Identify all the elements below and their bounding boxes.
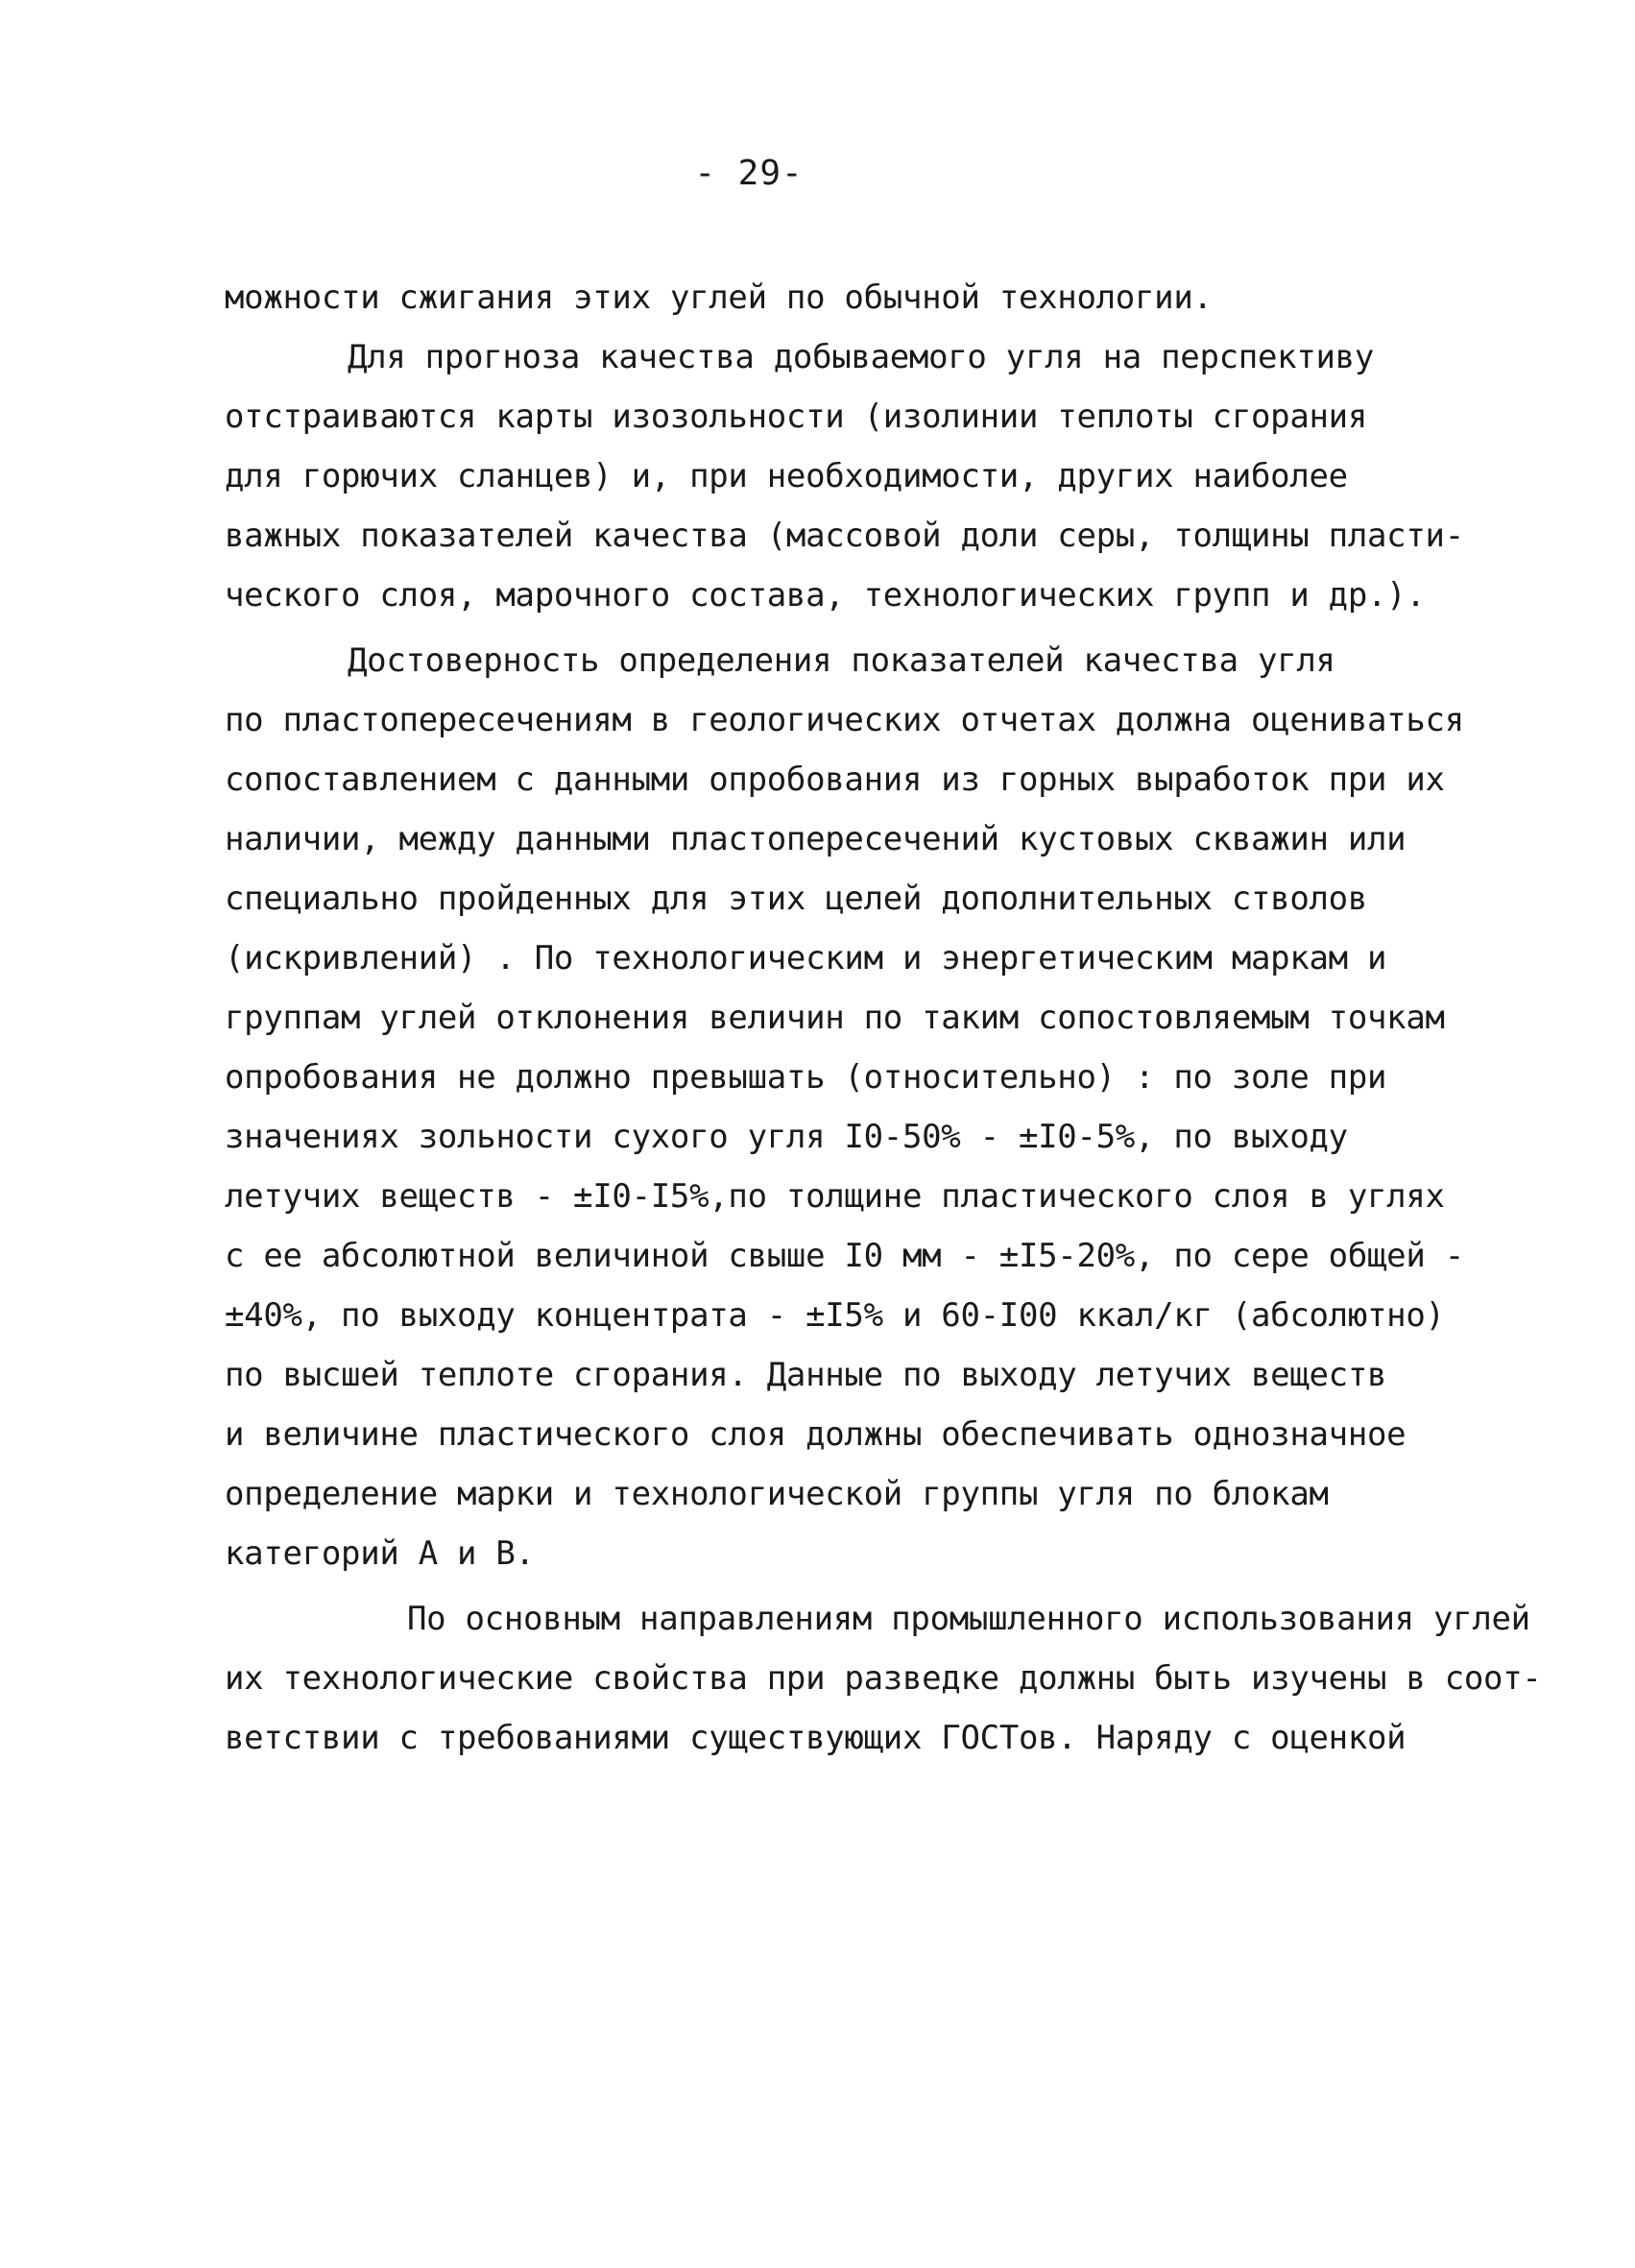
text-line: опробования не должно превышать (относительно) : по золе при [225, 1058, 1387, 1097]
text-line: значениях зольности сухого угля I0-50% - ±I0-5%, по выходу [225, 1118, 1348, 1156]
text-line: для горючих сланцев) и, при необходимости, других наиболее [225, 457, 1348, 495]
text-line: ветствии с требованиями существующих ГОСТов. Наряду с оценкой [225, 1719, 1407, 1757]
text-line: отстраиваются карты изозольности (изолинии теплоты сгорания [225, 398, 1368, 436]
text-line: группам углей отклонения величин по таким сопостовляемым точкам [225, 999, 1445, 1037]
text-line: определение марки и технологической группы угля по блокам [225, 1475, 1329, 1513]
text-line: важных показателей качества (массовой доли серы, толщины пласти- [225, 517, 1464, 555]
page-number: - 29- [694, 154, 804, 193]
text-line: ческого слоя, марочного состава, технологических групп и др.). [225, 576, 1426, 615]
text-line: можности сжигания этих углей по обычной технологии. [225, 278, 1213, 317]
text-line: их технологические свойства при разведке должны быть изучены в соот- [225, 1659, 1542, 1698]
text-line: наличии, между данными пластопересечений кустовых скважин или [225, 820, 1407, 858]
text-line: с ее абсолютной величиной свыше I0 мм - ±I5-20%, по сере общей - [225, 1237, 1464, 1275]
text-line: сопоставлением с данными опробования из горных выработок при их [225, 760, 1445, 799]
text-line: летучих веществ - ±I0-I5%,по толщине пластического слоя в углях [225, 1177, 1445, 1216]
text-line: и величине пластического слоя должны обеспечивать однозначное [225, 1415, 1407, 1454]
text-line: (искривлений) . По технологическим и энергетическим маркам и [225, 939, 1387, 977]
text-line: ±40%, по выходу концентрата - ±I5% и 60-I00 ккал/кг (абсолютно) [225, 1296, 1445, 1335]
text-line: по высшей теплоте сгорания. Данные по выходу летучих веществ [225, 1356, 1387, 1394]
text-line: По основным направлениям промышленного использования углей [407, 1600, 1530, 1638]
text-line: специально пройденных для этих целей дополнительных стволов [225, 880, 1368, 918]
text-line: Достоверность определения показателей качества угля [348, 641, 1335, 680]
text-line: Для прогноза качества добываемого угля на перспективу [348, 338, 1374, 376]
text-line: категорий А и В. [225, 1534, 535, 1573]
text-line: по пластопересечениям в геологических отчетах должна оцениваться [225, 701, 1464, 739]
